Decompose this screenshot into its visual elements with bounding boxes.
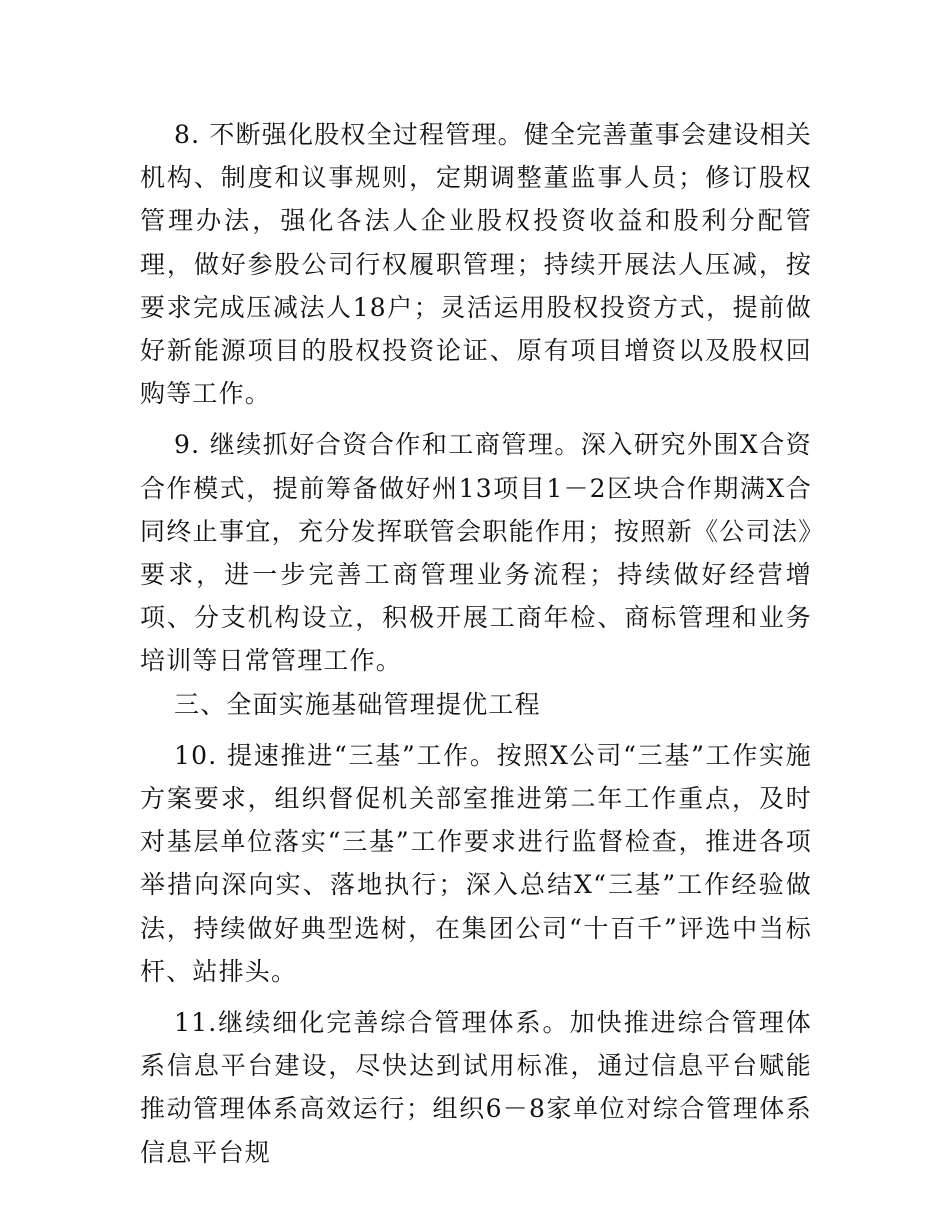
paragraph-item-10: 10. 提速推进“三基”工作。按照X公司“三基”工作实施方案要求，组织督促机关部室推进第二年工作重点，及时对基层单位落实“三基”工作要求进行监督检查，推进各项举措向深向实、落地执行；深入总结X“三基”工作经验做法，持续做好典型选树，在集团公司“十百千”评选中当标杆、站排头。 [140,740,812,986]
section-heading: 三、全面实施基础管理提优工程 [174,689,541,719]
paragraph-item-8: 8. 不断强化股权全过程管理。健全完善董事会建设相关机构、制度和议事规则，定期调整董监事人员；修订股权管理办法，强化各法人企业股权投资收益和股利分配管理，做好参股公司行权履职管理；持续开展法人压减，按要求完成压减法人18户；灵活运用股权投资方式，提前做好新能源项目的股权投资论证、原有项目增资以及股权回购等工作。 [140,120,813,409]
paragraph-item-11: 11.继续细化完善综合管理体系。加快推进综合管理体系信息平台建设，尽快达到试用标准，通过信息平台赋能推动管理体系高效运行；组织6－8家单位对综合管理体系信息平台规 [140,1008,812,1167]
paragraph-item-9: 9. 继续抓好合资合作和工商管理。深入研究外围X合资合作模式，提前筹备做好州13项目1－2区块合作期满X合同终止事宜，充分发挥联管会职能作用；按照新《公司法》要求，进一步完善工商管理业务流程；持续做好经营增项、分支机构设立，积极开展工商年检、商标管理和业务培训等日常管理工作。 [140,430,812,676]
document-body [140,113,812,1174]
